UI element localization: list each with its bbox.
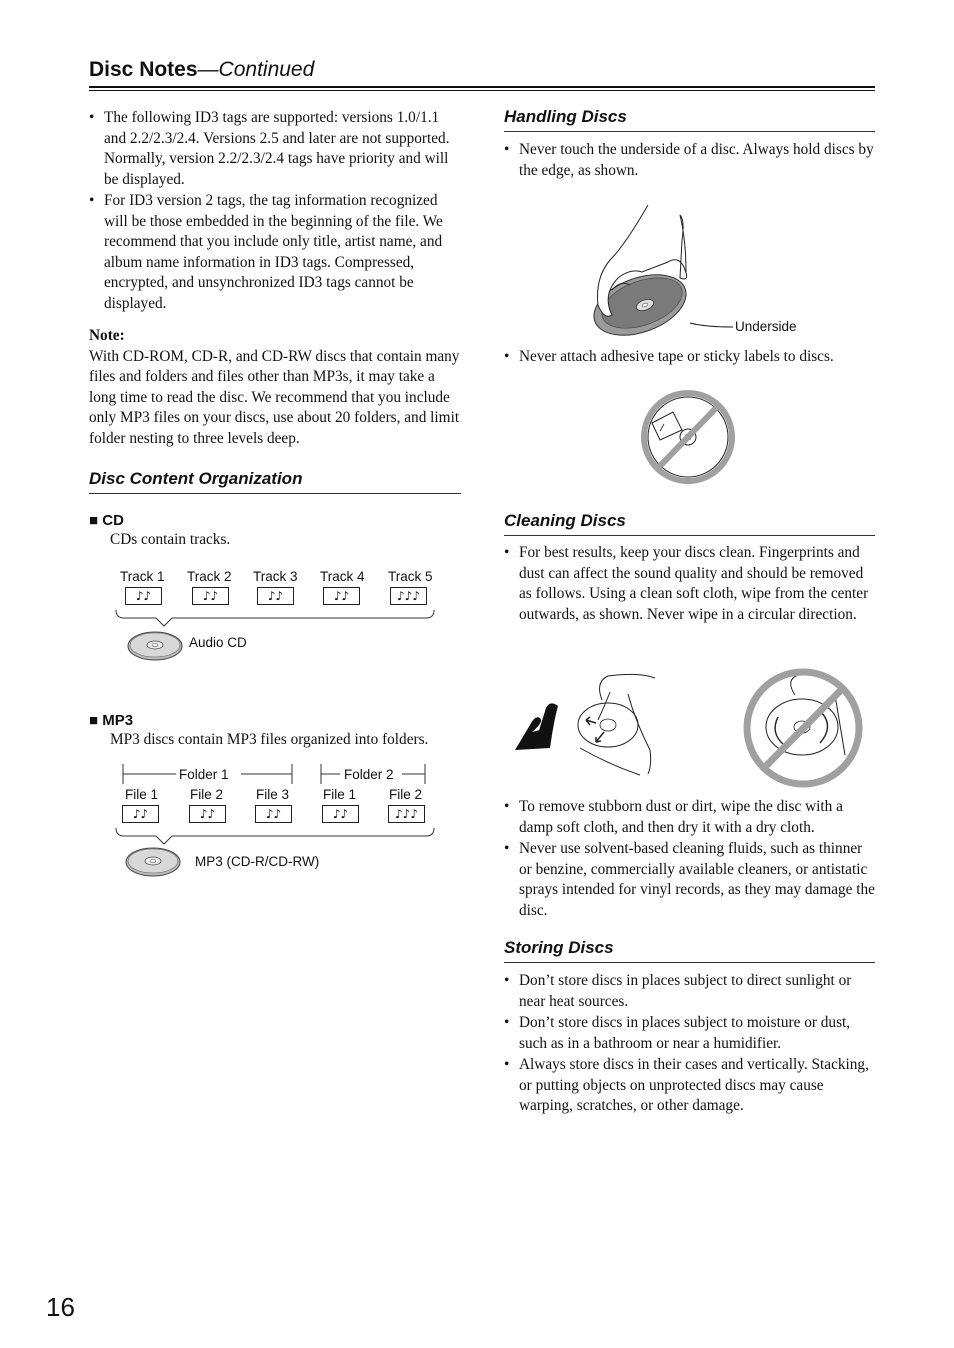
handling-bullet: • Never touch the underside of a disc. Always hold discs by the edge, as shown. bbox=[504, 140, 875, 181]
left-column bbox=[89, 108, 461, 449]
music-note-icon: ♪♪ bbox=[257, 587, 294, 605]
square-bullet-icon: ■ bbox=[89, 512, 99, 529]
music-note-icon: ♪♪ bbox=[125, 587, 162, 605]
music-note-icon: ♪♪♪ bbox=[390, 587, 427, 605]
music-note-icon: ♪♪♪ bbox=[388, 805, 425, 823]
note-label: Note: bbox=[89, 327, 125, 344]
note-text: With CD-ROM, CD-R, and CD-RW discs that contain many files and folders and files other than MP3s, it may take a long time to read the disc. We recommend that you include only MP3 files on your discs, use about 20 folders, and limit folder nesting to three levels deep. bbox=[89, 347, 460, 447]
storing-bullet: • Don’t store discs in places subject to direct sunlight or near heat sources. bbox=[504, 971, 875, 1012]
handling-heading: Handling Discs bbox=[504, 107, 875, 132]
disc-content-heading: Disc Content Organization bbox=[89, 469, 461, 494]
mp3-section bbox=[89, 712, 461, 749]
cd-text: CDs contain tracks. bbox=[110, 531, 231, 548]
cleaning-heading: Cleaning Discs bbox=[504, 511, 875, 536]
music-note-icon: ♪♪ bbox=[323, 587, 360, 605]
cleaning-bullet: • To remove stubborn dust or dirt, wipe the disc with a damp soft cloth, and then dry it with a dry cloth. bbox=[504, 797, 875, 838]
storing-bullet: • Always store discs in their cases and vertically. Stacking, or putting objects on unprotected discs may cause warping, scratches, or other damage. bbox=[504, 1055, 875, 1117]
track-label: Track 2 bbox=[187, 569, 232, 584]
cleaning-text-1 bbox=[504, 543, 875, 626]
mp3-heading-text: MP3 bbox=[102, 712, 134, 729]
mp3-heading bbox=[89, 712, 461, 729]
page-title-main: Disc Notes bbox=[89, 58, 198, 81]
track-label: Track 4 bbox=[320, 569, 365, 584]
mp3-disc-label: MP3 (CD-R/CD-RW) bbox=[195, 854, 320, 869]
track-label: Track 3 bbox=[253, 569, 298, 584]
music-note-icon: ♪♪ bbox=[322, 805, 359, 823]
handling-text-2 bbox=[504, 347, 875, 369]
disc-icon bbox=[126, 848, 180, 876]
track-label: Track 5 bbox=[388, 569, 433, 584]
file-label: File 2 bbox=[389, 787, 423, 802]
storing-text bbox=[504, 971, 875, 1118]
cd-heading bbox=[89, 512, 461, 529]
disc-icon bbox=[128, 632, 182, 660]
id3-bullet: • For ID3 version 2 tags, the tag information recognized will be those embedded in the beginning of the file. We recommend that you include only title, artist name, and album name information in ID3 tags. Compressed, encrypted, and unsynchronized ID3 tags cannot be displayed. bbox=[89, 191, 461, 314]
page-number: 16 bbox=[46, 1292, 75, 1322]
page-header bbox=[89, 56, 875, 94]
cleaning-bullet: • Never use solvent-based cleaning fluids, such as thinner or benzine, commercially available cleaners, or antistatic sprays intended for vinyl records, as they may damage the disc. bbox=[504, 839, 875, 921]
music-note-icon: ♪♪ bbox=[122, 805, 159, 823]
no-sticker-prohibition-icon bbox=[638, 388, 738, 486]
cleaning-text-2 bbox=[504, 797, 875, 922]
folder-label: Folder 2 bbox=[344, 767, 394, 782]
underside-label: Underside bbox=[735, 319, 797, 334]
storing-bullet: • Don’t store discs in places subject to moisture or dust, such as in a bathroom or near a humidifier. bbox=[504, 1013, 875, 1054]
hand-holding-disc-illustration bbox=[590, 200, 740, 340]
cd-brace-and-disc bbox=[110, 608, 440, 666]
cd-heading-text: CD bbox=[102, 512, 124, 529]
file-label: File 1 bbox=[125, 787, 159, 802]
id3-bullet-list bbox=[89, 108, 461, 314]
page-title-suffix: —Continued bbox=[197, 58, 315, 81]
storing-heading: Storing Discs bbox=[504, 938, 875, 963]
track-label: Track 1 bbox=[120, 569, 165, 584]
handling-text-1 bbox=[504, 140, 875, 182]
music-note-icon: ♪♪ bbox=[192, 587, 229, 605]
header-rule-thin bbox=[89, 90, 875, 91]
music-note-icon: ♪♪ bbox=[189, 805, 226, 823]
mp3-text: MP3 discs contain MP3 files organized into folders. bbox=[110, 731, 429, 748]
wrong-cleaning-prohibition-icon bbox=[740, 665, 868, 791]
square-bullet-icon: ■ bbox=[89, 712, 99, 729]
header-rule bbox=[89, 86, 875, 88]
handling-bullet: • Never attach adhesive tape or sticky labels to discs. bbox=[504, 347, 875, 368]
folder-label: Folder 1 bbox=[179, 767, 229, 782]
music-note-icon: ♪♪ bbox=[255, 805, 292, 823]
cd-section bbox=[89, 512, 461, 549]
id3-bullet: • The following ID3 tags are supported: versions 1.0/1.1 and 2.2/2.3/2.4. Versions 2.5 and later are not supported. Normally, version 2.2/2.3/2.4 tags have priority and will be displayed. bbox=[89, 108, 461, 190]
check-mark-icon bbox=[515, 703, 558, 750]
audio-cd-label: Audio CD bbox=[189, 635, 247, 650]
file-label: File 2 bbox=[190, 787, 224, 802]
correct-cleaning-illustration bbox=[510, 670, 670, 782]
file-label: File 3 bbox=[256, 787, 290, 802]
cleaning-bullet: • For best results, keep your discs clean. Fingerprints and dust can affect the sound quality and should be removed as follows. Using a clean soft cloth, wipe from the center outwards, as shown. Never wipe in a circular direction. bbox=[504, 543, 875, 625]
page-title bbox=[89, 58, 314, 82]
file-label: File 1 bbox=[323, 787, 357, 802]
